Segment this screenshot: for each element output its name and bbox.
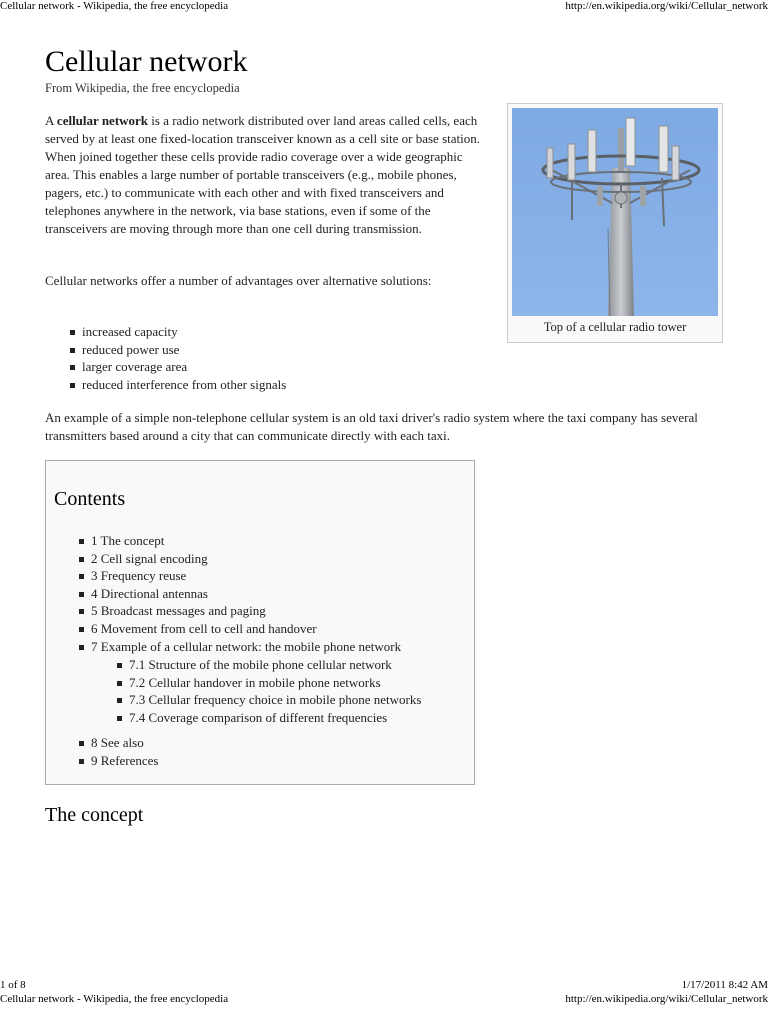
- list-item: increased capacity: [70, 323, 286, 341]
- toc-item-movement-handover[interactable]: 6 Movement from cell to cell and handover: [79, 620, 401, 638]
- example-paragraph: An example of a simple non-telephone cellular system is an old taxi driver's radio system where the taxi company has several transmitters based around a city that can communicate directly with each taxi.: [45, 410, 698, 443]
- toc-item-cell-signal-encoding[interactable]: 2 Cell signal encoding: [79, 550, 401, 568]
- list-item: reduced power use: [70, 341, 286, 359]
- section-heading-the-concept: The concept: [45, 804, 144, 826]
- advantages-intro: Cellular networks offer a number of advantages over alternative solutions:: [45, 273, 432, 288]
- page-number: 1 of 8: [0, 979, 26, 991]
- page-title: Cellular network: [45, 45, 248, 78]
- print-header-url: http://en.wikipedia.org/wiki/Cellular_network: [565, 0, 768, 12]
- page-subtitle: From Wikipedia, the free encyclopedia: [45, 81, 240, 95]
- list-item: reduced interference from other signals: [70, 376, 286, 394]
- toc-list: [79, 532, 401, 655]
- toc-item-example-network[interactable]: 7 Example of a cellular network: the mobile phone network: [79, 638, 401, 656]
- cellular-tower-image[interactable]: [512, 108, 718, 316]
- toc-subitem-frequency-choice[interactable]: 7.3 Cellular frequency choice in mobile phone networks: [117, 691, 421, 709]
- image-caption: Top of a cellular radio tower: [543, 320, 687, 334]
- image-thumbnail: [507, 103, 723, 343]
- toc-item-broadcast-messages[interactable]: 5 Broadcast messages and paging: [79, 602, 401, 620]
- toc-subitem-handover[interactable]: 7.2 Cellular handover in mobile phone networks: [117, 674, 421, 692]
- intro-bold-term: cellular network: [56, 113, 149, 128]
- toc-item-references[interactable]: 9 References: [79, 752, 421, 770]
- toc-item-see-also[interactable]: 8 See also: [79, 734, 421, 752]
- print-datetime: 1/17/2011 8:42 AM: [681, 979, 768, 991]
- toc-subitem-coverage[interactable]: 7.4 Coverage comparison of different frequencies: [117, 709, 421, 727]
- footer-title: Cellular network - Wikipedia, the free encyclopedia: [0, 993, 229, 1005]
- toc-item-the-concept[interactable]: 1 The concept: [79, 532, 401, 550]
- toc-subitem-structure[interactable]: 7.1 Structure of the mobile phone cellular network: [117, 656, 421, 674]
- tower-illustration: [512, 108, 718, 316]
- intro-paragraph: [45, 112, 485, 238]
- toc-item-frequency-reuse[interactable]: 3 Frequency reuse: [79, 567, 401, 585]
- advantages-list: [70, 323, 286, 394]
- toc-title: Contents: [54, 488, 126, 510]
- intro-rest: is a radio network distributed over land areas called cells, each served by at least one fixed-location transceiver known as a cell site or base station. When joined together these cells provide radio coverage over a wide geographic area. This enables a large number of portable transceivers (e.g., mobile phones, pagers, etc.) to communicate with each other and with fixed transceivers and telephones anywhere in the network, via base stations, even if some of the transceivers are moving through more than one cell during transmission.: [45, 113, 480, 236]
- table-of-contents: [45, 460, 475, 785]
- toc-item-directional-antennas[interactable]: 4 Directional antennas: [79, 585, 401, 603]
- toc-sublist: [79, 656, 421, 734]
- toc-sublist-container: [79, 656, 421, 734]
- print-header-title: Cellular network - Wikipedia, the free encyclopedia: [0, 0, 229, 12]
- intro-prefix: A: [45, 113, 57, 128]
- toc-sublist-wrapper: [79, 656, 421, 770]
- list-item: larger coverage area: [70, 358, 286, 376]
- footer-url: http://en.wikipedia.org/wiki/Cellular_network: [565, 993, 768, 1005]
